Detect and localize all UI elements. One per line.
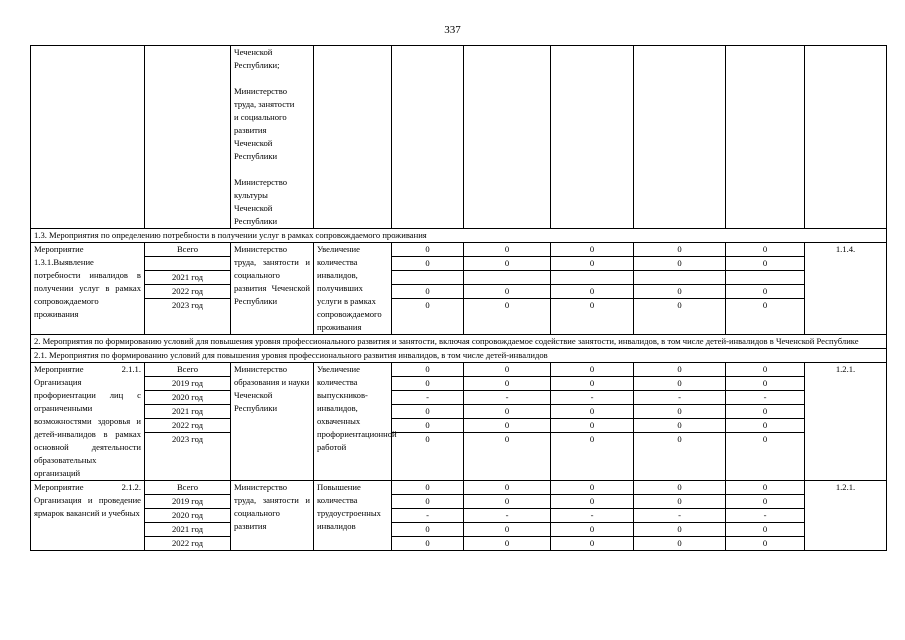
page-number: 337 xyxy=(444,24,461,36)
table-cell: 0 xyxy=(464,377,550,391)
table-cell xyxy=(392,271,463,285)
measure-indicator: Повышение количества трудоустроенных инвалидов xyxy=(314,481,392,551)
table-cell: 0 xyxy=(551,257,633,271)
table-cell: 0 xyxy=(551,523,633,537)
table-cell: 0 xyxy=(464,419,550,433)
table-cell: 0 xyxy=(504,244,510,254)
table-cell: 0 xyxy=(551,419,633,433)
table-cell: - xyxy=(392,391,463,405)
table-cell: 0 xyxy=(726,537,804,551)
table-cell: 2022 год xyxy=(145,419,230,433)
program-table xyxy=(30,45,887,551)
table-cell: 0 xyxy=(551,299,633,313)
section-row xyxy=(31,349,887,363)
table-cell: 0 xyxy=(464,257,550,271)
table-cell: Всего xyxy=(176,482,199,492)
table-cell: 0 xyxy=(762,244,768,254)
measure-code: 1.1.4. xyxy=(805,243,887,335)
executor-cell: Чеченской Республики; Министерство труда, занятости и социального развития Чеченской Республики Министерство культуры Чеченской Республики xyxy=(231,46,314,229)
table-cell: 0 xyxy=(634,495,725,509)
table-cell: 0 xyxy=(464,495,550,509)
table-cell: 0 xyxy=(464,433,550,447)
years-list xyxy=(145,481,230,550)
measure-row xyxy=(31,481,887,551)
table-cell: 2020 год xyxy=(145,509,230,523)
table-cell: 0 xyxy=(634,405,725,419)
table-cell: 0 xyxy=(634,285,725,299)
section-row xyxy=(31,229,887,243)
section-title: 1.3. Мероприятия по определению потребности в получении услуг в рамках сопровождаемого проживания xyxy=(31,229,887,243)
table-cell: 2022 год xyxy=(145,285,230,299)
table-cell: 0 xyxy=(551,405,633,419)
table-cell: 0 xyxy=(726,523,804,537)
table-cell: 0 xyxy=(634,537,725,551)
table-cell: 0 xyxy=(589,482,595,492)
table-cell: 0 xyxy=(589,244,595,254)
table-cell: 2021 год xyxy=(145,405,230,419)
table-cell: 0 xyxy=(392,285,463,299)
table-cell xyxy=(145,257,230,271)
table-cell: 0 xyxy=(551,377,633,391)
table-cell: 0 xyxy=(589,364,595,374)
table-cell: 0 xyxy=(464,285,550,299)
table-cell: - xyxy=(726,509,804,523)
section-title: 2.1. Мероприятия по формированию условий для повышения уровня профессионального развития инвалидов, в том числе детей-инвалидов xyxy=(31,349,887,363)
table-cell: 0 xyxy=(392,257,463,271)
table-cell xyxy=(551,271,633,285)
table-cell: 0 xyxy=(634,257,725,271)
continuation-row xyxy=(31,46,887,229)
table-cell: 0 xyxy=(634,299,725,313)
table-cell: 0 xyxy=(726,257,804,271)
table-cell: 0 xyxy=(634,419,725,433)
table-cell: 0 xyxy=(551,495,633,509)
table-cell: - xyxy=(464,391,550,405)
table-cell: - xyxy=(634,391,725,405)
table-cell: 0 xyxy=(762,482,768,492)
table-cell: 0 xyxy=(634,433,725,447)
table-cell: - xyxy=(726,391,804,405)
table-cell: 0 xyxy=(392,405,463,419)
table-cell: 0 xyxy=(392,523,463,537)
section-title: 2. Мероприятия по формированию условий для повышения уровня профессионального развития и занятости, включая сопровождаемое содействие занятости, инвалидов, в том числе детей-инвалидов в Чеченской Республике xyxy=(31,335,887,349)
measure-row xyxy=(31,363,887,481)
table-cell: 0 xyxy=(677,364,682,374)
table-cell: Всего xyxy=(176,244,199,254)
table-cell: 0 xyxy=(464,405,550,419)
table-cell: 0 xyxy=(504,482,510,492)
measure-indicator: Увеличение количества выпускников-инвалидов, охваченных профориентационной работой xyxy=(314,363,392,481)
table-cell: 2021 год xyxy=(145,523,230,537)
measure-code: 1.2.1. xyxy=(805,481,887,551)
table-cell: 2022 год xyxy=(145,537,230,551)
table-cell: 0 xyxy=(425,482,430,492)
table-cell: 0 xyxy=(551,433,633,447)
table-cell: 0 xyxy=(726,495,804,509)
table-cell: 0 xyxy=(464,299,550,313)
section-row xyxy=(31,335,887,349)
table-cell: 0 xyxy=(634,523,725,537)
table-cell: 0 xyxy=(726,285,804,299)
table-cell: - xyxy=(551,509,633,523)
measure-name: Мероприятие 2.1.2. Организация и проведение ярмарок вакансий и учебных xyxy=(31,481,145,551)
table-cell: 0 xyxy=(726,299,804,313)
table-cell: 0 xyxy=(464,537,550,551)
table-cell: - xyxy=(551,391,633,405)
table-cell: 2020 год xyxy=(145,391,230,405)
table-cell: 2019 год xyxy=(145,495,230,509)
measure-name: Мероприятие 2.1.1. Организация профориентации лиц с ограниченными возможностями здоровья и детей-инвалидов в рамках основной деятельности образовательных организаций xyxy=(31,363,145,481)
table-cell: 0 xyxy=(392,537,463,551)
table-cell: 0 xyxy=(677,482,682,492)
measure-code: 1.2.1. xyxy=(805,363,887,481)
table-cell: 0 xyxy=(551,285,633,299)
table-cell: - xyxy=(392,509,463,523)
measure-indicator: Увеличение количества инвалидов, получивших услуги в рамках сопровождаемого проживания xyxy=(314,243,392,335)
table-cell: 2023 год xyxy=(145,433,230,447)
table-cell: 0 xyxy=(762,364,768,374)
table-cell: 0 xyxy=(726,433,804,447)
table-cell: 0 xyxy=(425,244,430,254)
years-list xyxy=(145,363,230,446)
table-cell: 0 xyxy=(392,433,463,447)
table-cell: 0 xyxy=(504,364,510,374)
table-cell: 0 xyxy=(392,419,463,433)
table-cell: 2021 год xyxy=(145,271,230,285)
table-cell: 0 xyxy=(425,364,430,374)
table-cell: 0 xyxy=(551,537,633,551)
measure-executor: Министерство труда, занятости и социального развития xyxy=(231,481,314,551)
table-cell: 2023 год xyxy=(145,299,230,313)
measure-executor: Министерство труда, занятости и социального развития Чеченской Республики xyxy=(231,243,314,335)
table-cell: - xyxy=(634,509,725,523)
table-cell: Всего xyxy=(176,364,199,374)
measure-name: Мероприятие 1.3.1.Выявление потребности инвалидов в получении услуг в рамках сопровождаемого проживания xyxy=(31,243,145,335)
years-list xyxy=(145,243,230,312)
table-cell: 0 xyxy=(392,495,463,509)
table-cell: 0 xyxy=(726,419,804,433)
table-cell: 0 xyxy=(392,299,463,313)
table-cell xyxy=(634,271,725,285)
measure-executor: Министерство образования и науки Чеченской Республики xyxy=(231,363,314,481)
table-cell: 0 xyxy=(726,377,804,391)
table-cell: - xyxy=(464,509,550,523)
table-cell: 0 xyxy=(726,405,804,419)
table-cell: 0 xyxy=(464,523,550,537)
table-cell: 0 xyxy=(392,377,463,391)
table-cell: 0 xyxy=(677,244,682,254)
table-cell xyxy=(726,271,804,285)
table-cell: 2019 год xyxy=(145,377,230,391)
table-cell xyxy=(464,271,550,285)
measure-row xyxy=(31,243,887,335)
table-cell: 0 xyxy=(634,377,725,391)
